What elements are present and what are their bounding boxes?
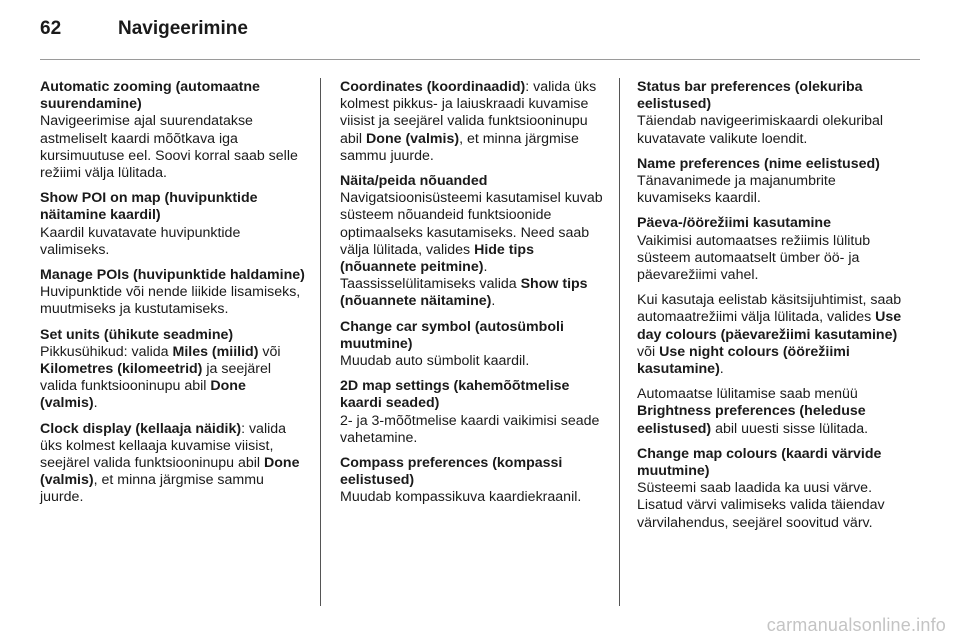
entry-body: Muudab kompassikuva kaardiekraanil. — [340, 489, 582, 506]
page-header — [40, 18, 920, 50]
option-done: Done (valmis) — [40, 378, 246, 412]
entry-car-symbol — [340, 319, 606, 371]
entry-title: Set units (ühikute seadmine) — [40, 326, 234, 343]
entry-body — [40, 344, 306, 413]
column-separator — [619, 78, 620, 606]
option-miles: Miles (miilid) — [172, 343, 259, 360]
column-separator — [320, 78, 321, 606]
option-done: Done (valmis) — [366, 130, 460, 147]
entry-automatic-zooming — [40, 79, 306, 182]
entry-body: Vaikimisi automaatses režiimis lülitub süsteem automaatselt ümber öö- ja päevarežiimi vahel. — [637, 232, 871, 284]
column-3 — [637, 79, 905, 540]
text-run: Pikkusühikud: valida — [40, 343, 173, 360]
text-run: , et minna järgmise sammu juurde. — [40, 472, 264, 506]
entry-body: Navigeerimise ajal suurendatakse astmeliselt kaardi mõõtkava iga kursimuutuse eel. Soovi korral saab selle režiimi välja lülitada. — [40, 113, 298, 182]
text-run: Navigatsioonisüsteemi kasutamisel kuvab süsteem nõuandeid funktsioonide optimaalseks kasutamiseks. Need saab välja lülitada, valides — [340, 190, 603, 258]
entry-title: Change map colours (kaardi värvide muutmine) — [637, 445, 882, 480]
entry-title: Päeva-/öörežiimi kasutamine — [637, 215, 831, 232]
entry-manage-pois — [40, 267, 306, 319]
option-brightness: Brightness preferences (heleduse eelistused) — [637, 403, 866, 437]
entry-body — [637, 386, 905, 438]
option-coordinates: Coordinates (koordinaadid) — [340, 79, 526, 95]
entry-title: Compass preferences (kompassi eelistused) — [340, 455, 563, 489]
text-run: Automaatse lülitamise saab menüü — [637, 386, 858, 403]
watermark: carmanualsonline.info — [766, 615, 946, 635]
option-done: Done (valmis) — [40, 455, 300, 489]
entry-body — [340, 190, 606, 310]
text-run: . — [491, 293, 496, 310]
text-run: või — [637, 343, 660, 360]
option-hide-tips: Hide tips (nõuannete peitmine) — [340, 241, 534, 276]
entry-body — [637, 292, 905, 378]
entry-body: Täiendab navigeerimiskaardi olekuribal kuvatavate valikute loendit. — [637, 113, 884, 147]
text-run: või — [258, 343, 281, 360]
entry-coordinates — [340, 79, 606, 165]
text-run: , et minna järgmise sammu juurde. — [340, 130, 579, 164]
entry-clock-display — [40, 421, 306, 507]
entry-title: Automatic zooming (automaatne suurendamine) — [40, 79, 260, 113]
entry-status-bar — [637, 79, 905, 148]
text-run: : valida üks kolmest kellaaja kuvamise viisist, seejärel valida funktsiooninupu abil — [40, 420, 287, 472]
text-run: ja seejärel valida funktsiooninupu abil — [40, 361, 272, 395]
page-number: 62 — [40, 18, 62, 39]
text-run: : valida üks kolmest pikkus- ja laiuskraadi kuvamise viisist ja seejärel valida funktsiooninupu abil — [340, 79, 597, 147]
entry-title: Name preferences (nime eelistused) — [637, 155, 880, 172]
option-clock-display: Clock display (kellaaja näidik) — [40, 420, 242, 437]
entry-map-colours — [637, 446, 905, 532]
entry-title: Manage POIs (huvipunktide haldamine) — [40, 267, 305, 284]
text-run: Kui kasutaja eelistab käsitsijuhtimist, saab automaatrežiimi välja lülitada, valides — [637, 292, 902, 326]
entry-title: Näita/peida nõuanded — [340, 173, 488, 190]
entry-title: Status bar preferences (olekuriba eelistused) — [637, 79, 863, 113]
option-night-colours: Use night colours (öörežiimi kasutamine) — [637, 343, 850, 378]
chapter-title: Navigeerimine — [118, 18, 248, 39]
entry-body: Muudab auto sümbolit kaardil. — [340, 353, 530, 370]
entry-compass — [340, 455, 606, 507]
entry-body — [40, 421, 306, 507]
option-kilometres: Kilometres (kilomeetrid) — [40, 361, 203, 378]
option-show-tips: Show tips (nõuannete näitamine) — [340, 276, 588, 310]
entry-body: 2- ja 3-mõõtmelise kaardi vaikimisi seade vahetamine. — [340, 412, 600, 446]
text-run: . Taassisselülitamiseks valida — [340, 259, 521, 293]
entry-title: Show POI on map (huvipunktide näitamine kaardil) — [40, 190, 258, 224]
entry-body: Kaardil kuvatavate huvipunktide valimiseks. — [40, 224, 241, 258]
entry-body: Süsteemi saab laadida ka uusi värve. Lisatud värvi valimiseks valida täiendav värvilahendus, seejärel soovitud värv. — [637, 480, 885, 531]
entry-day-night — [637, 215, 905, 437]
header-rule — [40, 59, 920, 60]
entry-body: Huvipunktide või nende liikide lisamiseks, muutmiseks ja kustutamiseks. — [40, 284, 301, 318]
entry-title: 2D map settings (kahemõõtmelise kaardi seaded) — [340, 378, 570, 412]
entry-tips — [340, 173, 606, 311]
entry-body — [340, 79, 606, 165]
text-run: . — [719, 361, 724, 378]
entry-title: Change car symbol (autosümboli muutmine) — [340, 318, 564, 352]
text-run: abil uuesti sisse lülitada. — [711, 420, 869, 437]
entry-show-poi — [40, 190, 306, 259]
column-1 — [40, 79, 306, 515]
entry-set-units — [40, 327, 306, 413]
text-run: . — [93, 395, 98, 412]
option-day-colours: Use day colours (päevarežiimi kasutamine) — [637, 309, 902, 343]
column-2 — [340, 79, 606, 515]
entry-2d-map — [340, 378, 606, 447]
entry-body: Tänavanimede ja majanumbrite kuvamiseks kaardil. — [637, 173, 836, 207]
entry-name-preferences — [637, 156, 905, 208]
